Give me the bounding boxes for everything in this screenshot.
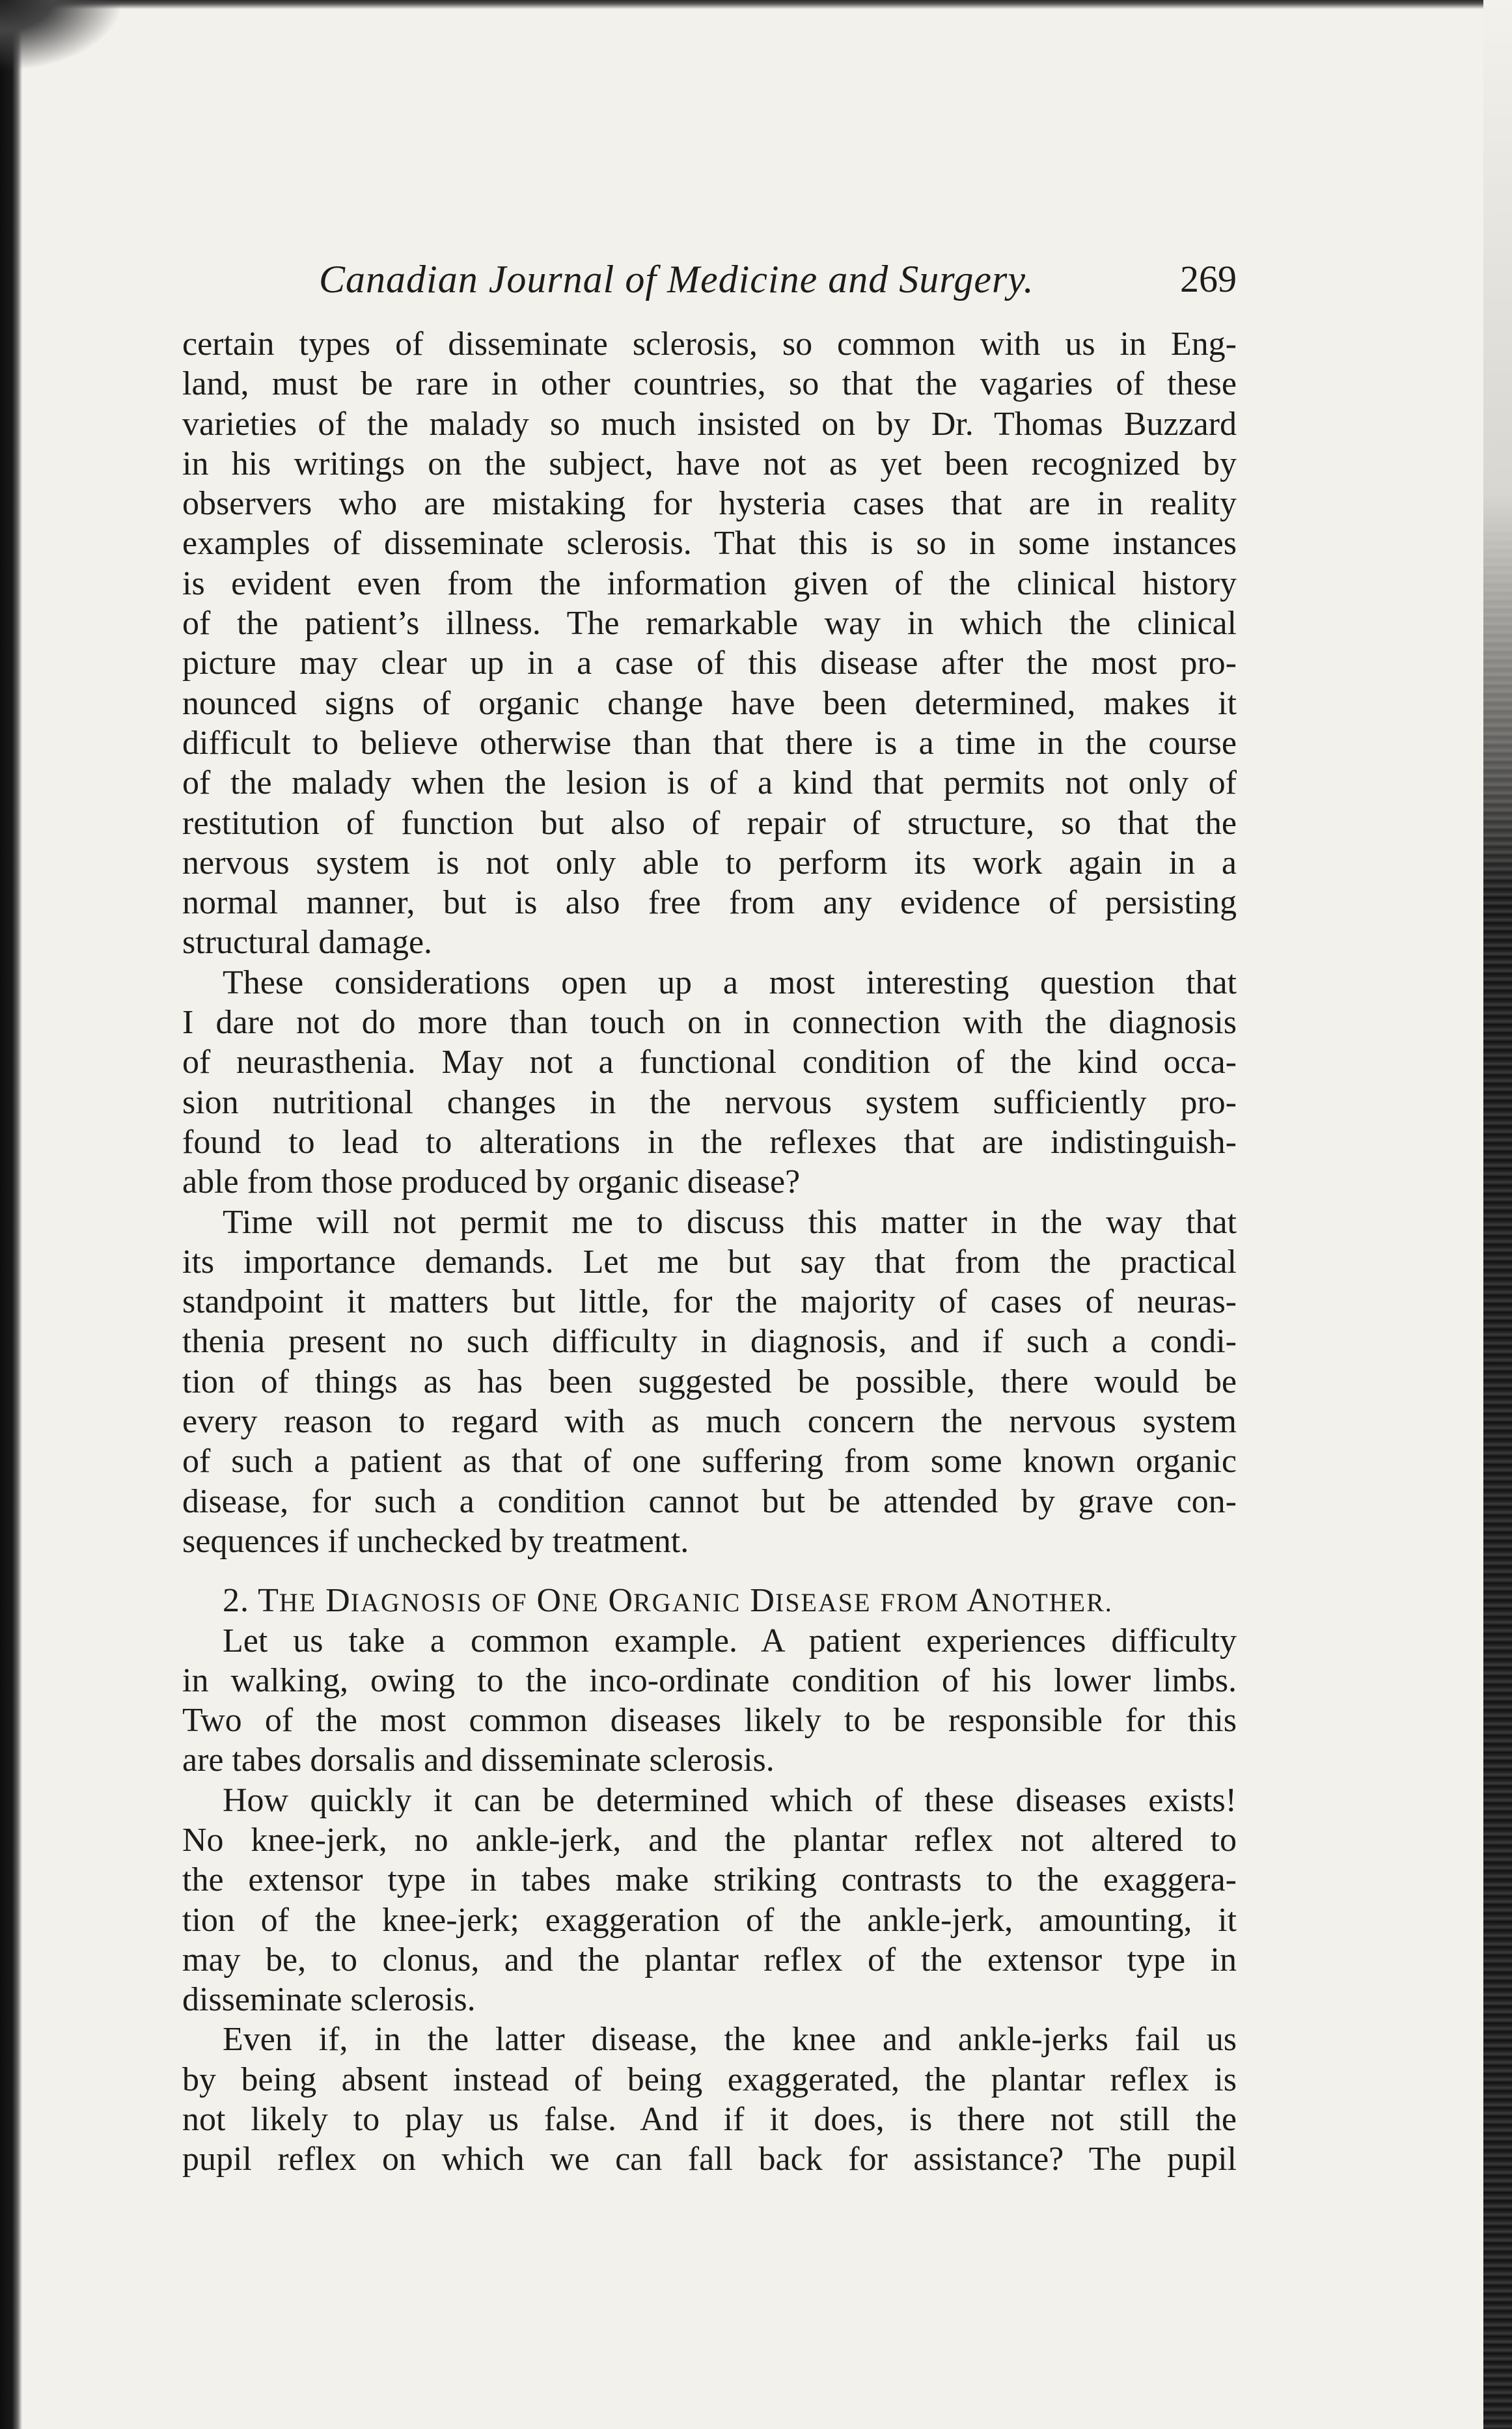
text-line: in walking, owing to the inco-ordinate condition of his lower limbs. — [182, 1661, 1237, 1699]
text-line: Even if, in the latter disease, the knee and ankle-jerks fail us — [223, 2021, 1237, 2059]
text-line: is evident even from the information given of the clinical history — [182, 564, 1237, 602]
heading-word: ANOTHER. — [967, 1582, 1113, 1620]
text-line: not likely to play us false. And if it does, is there not still the — [182, 2101, 1237, 2139]
heading-word: ORGANIC — [608, 1582, 741, 1620]
text-line: are tabes dorsalis and disseminate sclerosis. — [182, 1742, 775, 1779]
text-line: its importance demands. Let me but say that from the practical — [182, 1243, 1237, 1281]
page-number: 269 — [1180, 258, 1237, 300]
text-line: disseminate sclerosis. — [182, 1981, 476, 2019]
text-line: nounced signs of organic change have been determined, makes it — [182, 684, 1237, 722]
text-line: of such a patient as that of one suffering from some known organic — [182, 1443, 1237, 1480]
text-line: land, must be rare in other countries, so that the vagaries of these — [182, 365, 1237, 403]
text-line: of the patient’s illness. The remarkable way in which the clinical — [182, 605, 1237, 643]
text-line: nervous system is not only able to perform its work again in a — [182, 844, 1237, 881]
page-header — [182, 257, 1237, 303]
heading-word: THE — [258, 1582, 317, 1620]
heading-word: FROM — [880, 1588, 959, 1618]
text-line: varieties of the malady so much insisted on by Dr. Thomas Buzzard — [182, 405, 1237, 443]
page-body — [182, 324, 1237, 2180]
text-line: Time will not permit me to discuss this matter in the way that — [223, 1203, 1237, 1241]
scan-edge-left — [0, 0, 22, 2429]
text-line: every reason to regard with as much concern the nervous system — [182, 1403, 1237, 1441]
scan-edge-top — [0, 0, 1512, 9]
paragraph-4 — [182, 1621, 1237, 1781]
section-heading — [182, 1581, 1237, 1620]
scan-edge-right-fade — [1483, 0, 1512, 898]
text-line: tion of things as has been suggested be possible, there would be — [182, 1363, 1237, 1400]
text-line: picture may clear up in a case of this disease after the most pro- — [182, 645, 1237, 682]
heading-word: DIAGNOSIS — [325, 1582, 483, 1620]
text-line: sion nutritional changes in the nervous system sufficiently pro- — [182, 1083, 1237, 1121]
running-title: Canadian Journal of Medicine and Surgery. — [319, 258, 1034, 301]
text-line: of neurasthenia. May not a functional condition of the kind occa- — [182, 1044, 1237, 1081]
text-line: pupil reflex on which we can fall back for assistance? The pupil — [182, 2141, 1237, 2178]
text-line: I dare not do more than touch on in connection with the diagnosis — [182, 1004, 1237, 1042]
text-line: sequences if unchecked by treatment. — [182, 1522, 689, 1560]
text-line: Two of the most common diseases likely to be responsible for this — [182, 1702, 1237, 1740]
text-line: in his writings on the subject, have not as yet been recognized by — [182, 445, 1237, 482]
scan-blot-top-left — [0, 0, 124, 72]
text-line: standpoint it matters but little, for the majority of cases of neuras- — [182, 1283, 1237, 1321]
section-gap — [182, 1561, 1237, 1581]
text-line: restitution of function but also of repair of structure, so that the — [182, 804, 1237, 842]
text-line: observers who are mistaking for hysteria cases that are in reality — [182, 485, 1237, 523]
text-line: normal manner, but is also free from any evidence of persisting — [182, 884, 1237, 922]
text-line: examples of disseminate sclerosis. That this is so in some instances — [182, 525, 1237, 562]
heading-word: ONE — [536, 1582, 599, 1620]
text-line: may be, to clonus, and the plantar reflex of the extensor type in — [182, 1941, 1237, 1978]
heading-word: OF — [491, 1588, 528, 1618]
text-line: able from those produced by organic disease? — [182, 1163, 801, 1201]
text-line: of the malady when the lesion is of a kind that permits not only of — [182, 764, 1237, 802]
text-line: disease, for such a condition cannot but be attended by grave con- — [182, 1482, 1237, 1520]
text-line: the extensor type in tabes make striking contrasts to the exaggera- — [182, 1861, 1237, 1899]
paragraph-6 — [182, 2020, 1237, 2179]
text-line: Let us take a common example. A patient experiences difficulty — [223, 1622, 1237, 1659]
paragraph-1 — [182, 324, 1237, 963]
text-line: thenia present no such difficulty in diagnosis, and if such a condi- — [182, 1323, 1237, 1361]
text-line: How quickly it can be determined which of these diseases exists! — [223, 1781, 1237, 1819]
text-line: found to lead to alterations in the reflexes that are indistinguish- — [182, 1123, 1237, 1161]
text-line: certain types of disseminate sclerosis, so common with us in Eng- — [182, 326, 1237, 363]
text-line: tion of the knee-jerk; exaggeration of the ankle-jerk, amounting, it — [182, 1901, 1237, 1939]
section-number: 2. — [223, 1582, 249, 1620]
heading-word: DISEASE — [750, 1582, 872, 1620]
paragraph-2 — [182, 963, 1237, 1202]
text-line: difficult to believe otherwise than that there is a time in the course — [182, 724, 1237, 762]
text-line: structural damage. — [182, 924, 433, 962]
text-line: by being absent instead of being exaggerated, the plantar reflex is — [182, 2061, 1237, 2098]
paragraph-5 — [182, 1781, 1237, 2020]
paragraph-3 — [182, 1202, 1237, 1562]
text-line: These considerations open up a most interesting question that — [223, 964, 1237, 1001]
text-line: No knee-jerk, no ankle-jerk, and the plantar reflex not altered to — [182, 1821, 1237, 1859]
